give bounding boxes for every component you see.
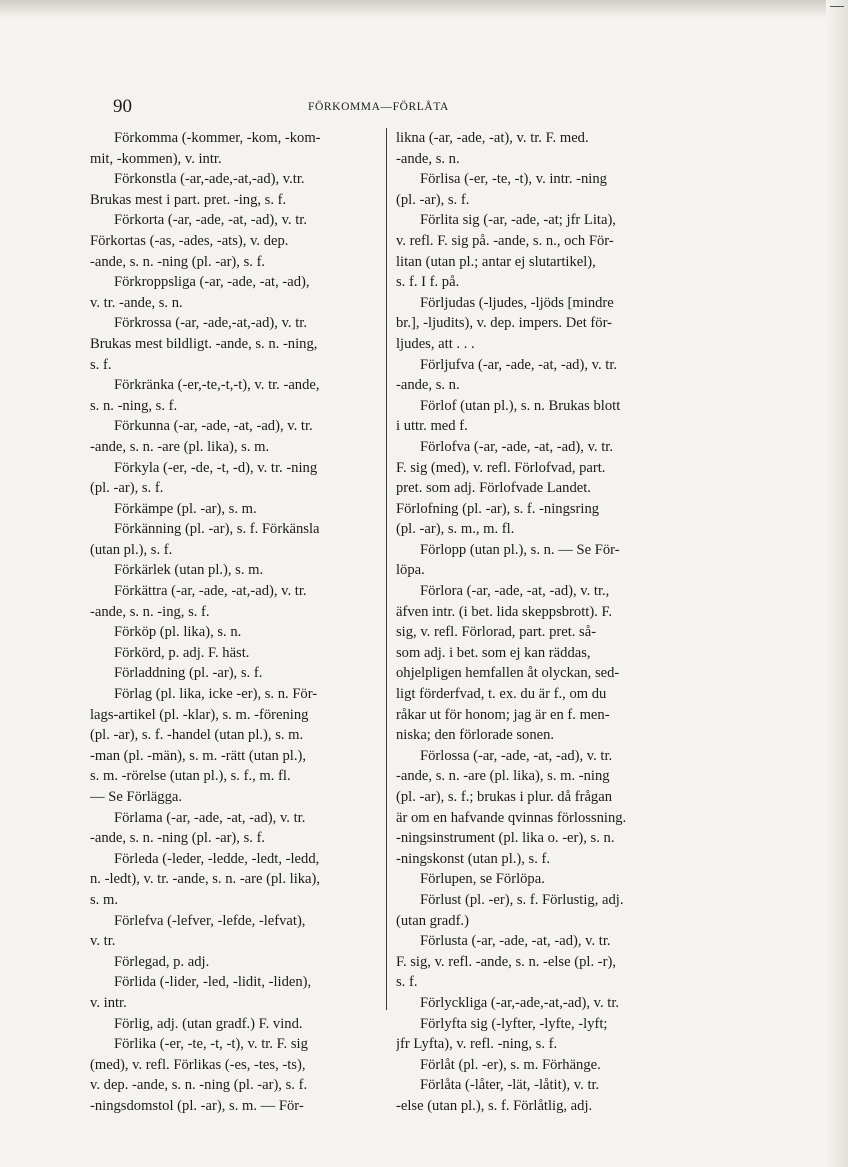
- dictionary-line: Förkroppsliga (-ar, -ade, -at, -ad),: [114, 274, 310, 291]
- dictionary-line: Förköp (pl. lika), s. n.: [114, 624, 242, 641]
- dictionary-line: äfven intr. (i bet. lida skeppsbrott). F.: [396, 603, 613, 620]
- right-column: [396, 128, 680, 1117]
- dictionary-line: (pl. -ar), s. f. -handel (utan pl.), s. m.: [90, 727, 304, 744]
- dictionary-line: -ningsdomstol (pl. -ar), s. m. — För-: [90, 1097, 304, 1114]
- dictionary-line: -ande, s. n.: [396, 150, 460, 167]
- dictionary-line: Förleda (-leder, -ledde, -ledt, -ledd,: [114, 850, 320, 867]
- dictionary-line: Förkomma (-kommer, -kom, -kom-: [114, 130, 321, 146]
- dictionary-line: Förlof (utan pl.), s. n. Brukas blott: [420, 397, 621, 414]
- dictionary-line: Förlopp (utan pl.), s. n. — Se För-: [420, 541, 620, 558]
- page-header: [0, 96, 848, 120]
- dictionary-line: löpa.: [396, 562, 425, 579]
- scan-right-edge: [826, 0, 848, 1167]
- dictionary-line: Brukas mest i part. pret. -ing, s. f.: [90, 191, 287, 208]
- dictionary-line: -ande, s. n. -ing, s. f.: [90, 603, 210, 620]
- dictionary-line: v. dep. -ande, s. n. -ning (pl. -ar), s. f.: [90, 1077, 308, 1094]
- dictionary-line: Förlag (pl. lika, icke -er), s. n. För-: [114, 686, 318, 703]
- dictionary-line: Förlofva (-ar, -ade, -at, -ad), v. tr.: [420, 438, 613, 455]
- dictionary-line: Förkrossa (-ar, -ade,-at,-ad), v. tr.: [114, 315, 307, 332]
- dictionary-line: v. refl. F. sig på. -ande, s. n., och För-: [396, 232, 614, 249]
- dictionary-line: s. f.: [90, 356, 112, 373]
- dictionary-line: -ande, s. n. -are (pl. lika), s. m.: [90, 438, 270, 455]
- dictionary-line: Förlusta (-ar, -ade, -at, -ad), v. tr.: [420, 933, 611, 950]
- dictionary-line: som adj. i bet. som ej kan räddas,: [396, 644, 591, 661]
- dictionary-line: (med), v. refl. Förlikas (-es, -tes, -ts),: [90, 1056, 306, 1073]
- dictionary-line: v. intr.: [90, 994, 127, 1011]
- dictionary-line: (pl. -ar), s. m., m. fl.: [396, 521, 515, 538]
- dictionary-line: likna (-ar, -ade, -at), v. tr. F. med.: [396, 130, 589, 146]
- dictionary-line: lags-artikel (pl. -klar), s. m. -förening: [90, 706, 309, 723]
- dictionary-line: Förlossa (-ar, -ade, -at, -ad), v. tr.: [420, 747, 613, 764]
- dictionary-line: (pl. -ar), s. f.: [396, 191, 470, 208]
- dictionary-line: sig, v. refl. Förlorad, part. pret. så-: [396, 624, 597, 641]
- dictionary-line: -ande, s. n. -ning (pl. -ar), s. f.: [90, 830, 266, 847]
- dictionary-line: Förkunna (-ar, -ade, -at, -ad), v. tr.: [114, 418, 313, 435]
- dictionary-line: ligt förderfvad, t. ex. du är f., om du: [396, 686, 607, 703]
- dictionary-line: Förlegad, p. adj.: [114, 953, 210, 970]
- dictionary-line: s. m. -rörelse (utan pl.), s. f., m. fl.: [90, 768, 291, 785]
- dictionary-line: -ande, s. n. -are (pl. lika), s. m. -ning: [396, 768, 610, 785]
- dictionary-line: s. m.: [90, 891, 118, 908]
- dictionary-line: Förlig, adj. (utan gradf.) F. vind.: [114, 1015, 303, 1032]
- dictionary-line: Förkänning (pl. -ar), s. f. Förkänsla: [114, 521, 320, 538]
- corner-mark: [830, 6, 844, 7]
- dictionary-line: Förlika (-er, -te, -t, -t), v. tr. F. sig: [114, 1036, 308, 1053]
- dictionary-line: råkar ut för honom; jag är en f. men-: [396, 706, 610, 723]
- dictionary-line: (pl. -ar), s. f.: [90, 480, 164, 497]
- dictionary-line: Förladdning (pl. -ar), s. f.: [114, 665, 263, 682]
- scan-top-edge: [0, 0, 848, 18]
- dictionary-line: Förlisa (-er, -te, -t), v. intr. -ning: [420, 171, 607, 188]
- dictionary-line: Förljudas (-ljudes, -ljöds [mindre: [420, 294, 614, 311]
- dictionary-line: Förlupen, se Förlöpa.: [420, 871, 545, 888]
- dictionary-line: br.], -ljudits), v. dep. impers. Det för-: [396, 315, 612, 332]
- dictionary-line: Förlora (-ar, -ade, -at, -ad), v. tr.,: [420, 583, 610, 600]
- running-head: FÖRKOMMA—FÖRLÅTA: [308, 101, 449, 113]
- dictionary-line: jfr Lyfta), v. refl. -ning, s. f.: [396, 1036, 558, 1053]
- dictionary-line: Förlofning (pl. -ar), s. f. -ningsring: [396, 500, 600, 517]
- dictionary-line: -ningsinstrument (pl. lika o. -er), s. n.: [396, 830, 615, 847]
- dictionary-line: -ande, s. n.: [396, 377, 460, 394]
- column-divider: [386, 128, 387, 1010]
- dictionary-line: ljudes, att . . .: [396, 335, 475, 352]
- dictionary-line: -ningskonst (utan pl.), s. f.: [396, 850, 551, 867]
- dictionary-line: Förlyckliga (-ar,-ade,-at,-ad), v. tr.: [420, 994, 620, 1011]
- dictionary-line: i uttr. med f.: [396, 418, 468, 435]
- dictionary-line: Förlåt (pl. -er), s. m. Förhänge.: [420, 1056, 601, 1073]
- dictionary-line: Förkättra (-ar, -ade, -at,-ad), v. tr.: [114, 583, 307, 600]
- dictionary-line: s. f.: [396, 974, 418, 991]
- dictionary-line: — Se Förlägga.: [90, 789, 183, 805]
- dictionary-line: -man (pl. -män), s. m. -rätt (utan pl.),: [90, 747, 307, 764]
- dictionary-line: Brukas mest bildligt. -ande, s. n. -ning,: [90, 335, 318, 352]
- dictionary-line: v. tr.: [90, 933, 116, 950]
- dictionary-line: Förkortas (-as, -ades, -ats), v. dep.: [90, 232, 289, 249]
- dictionary-line: Förkränka (-er,-te,-t,-t), v. tr. -ande,: [114, 377, 320, 394]
- dictionary-line: Förlust (pl. -er), s. f. Förlustig, adj.: [420, 891, 624, 908]
- dictionary-line: s. n. -ning, s. f.: [90, 397, 178, 414]
- dictionary-line: Förlida (-lider, -led, -lidit, -liden),: [114, 974, 312, 991]
- dictionary-line: (pl. -ar), s. f.; brukas i plur. då frågan: [396, 789, 612, 805]
- dictionary-line: Förkörd, p. adj. F. häst.: [114, 644, 250, 661]
- dictionary-line: Förlama (-ar, -ade, -at, -ad), v. tr.: [114, 809, 306, 826]
- dictionary-line: -else (utan pl.), s. f. Förlåtlig, adj.: [396, 1097, 593, 1114]
- dictionary-line: niska; den förlorade sonen.: [396, 727, 555, 744]
- dictionary-line: Förlyfta sig (-lyfter, -lyfte, -lyft;: [420, 1015, 608, 1032]
- dictionary-line: s. f. I f. på.: [396, 274, 460, 291]
- dictionary-line: F. sig (med), v. refl. Förlofvad, part.: [396, 459, 606, 476]
- dictionary-line: mit, -kommen), v. intr.: [90, 150, 222, 167]
- dictionary-line: Förkyla (-er, -de, -t, -d), v. tr. -ning: [114, 459, 318, 476]
- dictionary-line: Förkärlek (utan pl.), s. m.: [114, 562, 264, 579]
- dictionary-line: Förkorta (-ar, -ade, -at, -ad), v. tr.: [114, 212, 307, 229]
- dictionary-line: Förlita sig (-ar, -ade, -at; jfr Lita),: [420, 212, 616, 229]
- dictionary-line: litan (utan pl.; antar ej slutartikel),: [396, 253, 596, 270]
- dictionary-line: v. tr. -ande, s. n.: [90, 294, 183, 311]
- dictionary-line: (utan gradf.): [396, 912, 469, 929]
- dictionary-line: Förlefva (-lefver, -lefde, -lefvat),: [114, 912, 306, 929]
- dictionary-line: -ande, s. n. -ning (pl. -ar), s. f.: [90, 253, 266, 270]
- dictionary-line: Förkonstla (-ar,-ade,-at,-ad), v.tr.: [114, 171, 305, 188]
- dictionary-line: n. -ledt), v. tr. -ande, s. n. -are (pl. lika),: [90, 871, 321, 888]
- dictionary-line: F. sig, v. refl. -ande, s. n. -else (pl. -r),: [396, 953, 616, 970]
- page-number: 90: [113, 96, 132, 117]
- dictionary-line: Förlåta (-låter, -lät, -låtit), v. tr.: [420, 1077, 600, 1094]
- dictionary-line: Förljufva (-ar, -ade, -at, -ad), v. tr.: [420, 356, 618, 373]
- left-column: [90, 128, 378, 1117]
- dictionary-line: Förkämpe (pl. -ar), s. m.: [114, 500, 257, 517]
- dictionary-line: (utan pl.), s. f.: [90, 541, 173, 558]
- dictionary-line: ohjelpligen hemfallen åt olyckan, sed-: [396, 665, 620, 682]
- dictionary-line: är om en hafvande qvinnas förlossning.: [396, 809, 627, 826]
- dictionary-line: pret. som adj. Förlofvade Landet.: [396, 480, 591, 497]
